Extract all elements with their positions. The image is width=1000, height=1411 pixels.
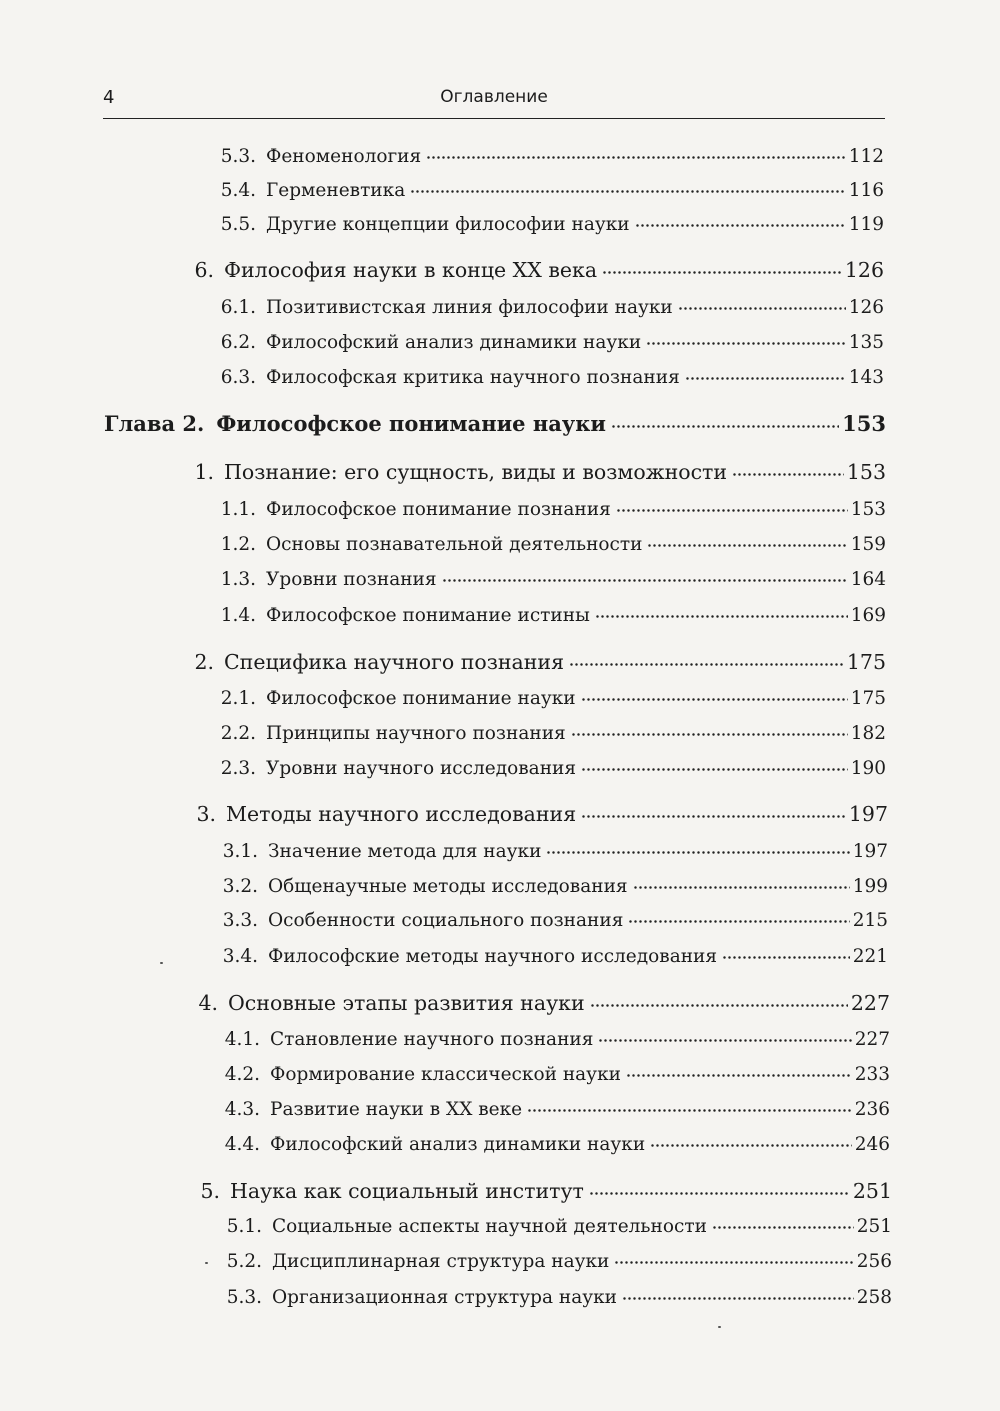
dot-leader bbox=[614, 1249, 853, 1268]
toc-entry-number: 4.3. bbox=[224, 1098, 260, 1120]
toc-entry-number: 5.3. bbox=[220, 145, 256, 167]
toc-entry-page: 227 bbox=[850, 990, 890, 1015]
toc-entry-title: Основы познавательной деятельности bbox=[266, 533, 643, 555]
toc-section-entry[interactable] bbox=[174, 648, 886, 674]
toc-entry-number: 1.4. bbox=[220, 604, 256, 626]
toc-entry-title: Особенности социального познания bbox=[268, 909, 624, 931]
dot-leader bbox=[732, 459, 844, 480]
toc-subsection-entry[interactable] bbox=[212, 1284, 892, 1308]
toc-entry-title: Развитие науки в XX веке bbox=[270, 1098, 523, 1120]
toc-entry-number: 1.1. bbox=[220, 498, 256, 520]
toc-subsection-entry[interactable] bbox=[206, 602, 886, 626]
toc-entry-page: 221 bbox=[852, 945, 888, 967]
dot-leader bbox=[426, 144, 846, 163]
toc-entry-page: 246 bbox=[854, 1133, 890, 1155]
toc-section-entry[interactable] bbox=[174, 458, 886, 484]
running-header bbox=[103, 84, 885, 119]
toc-entry-number: 3.3. bbox=[222, 909, 258, 931]
toc-entry-number: 4. bbox=[198, 990, 218, 1015]
toc-entry-page: 175 bbox=[846, 649, 886, 674]
toc-entry-number: 2.2. bbox=[220, 722, 256, 744]
toc-entry-page: 190 bbox=[850, 757, 886, 779]
print-speck bbox=[160, 962, 163, 964]
toc-entry-page: 135 bbox=[848, 331, 884, 353]
toc-entry-title: Наука как социальный институт bbox=[230, 1178, 584, 1203]
toc-entry-page: 236 bbox=[854, 1098, 890, 1120]
toc-entry-page: 116 bbox=[848, 179, 884, 201]
toc-entry-page: 256 bbox=[856, 1250, 892, 1272]
toc-entry-page: 233 bbox=[854, 1063, 890, 1085]
toc-entry-page: 258 bbox=[856, 1286, 892, 1308]
toc-entry-number: 5.2. bbox=[226, 1250, 262, 1272]
dot-leader bbox=[571, 721, 848, 740]
toc-entry-page: 164 bbox=[850, 568, 886, 590]
toc-subsection-entry[interactable] bbox=[210, 1026, 890, 1050]
toc-entry-title: Философская критика научного познания bbox=[266, 366, 680, 388]
dot-leader bbox=[611, 411, 839, 432]
toc-subsection-entry[interactable] bbox=[206, 755, 886, 779]
toc-subsection-entry[interactable] bbox=[206, 685, 886, 709]
dot-leader bbox=[635, 212, 846, 231]
toc-entry-title: Основные этапы развития науки bbox=[228, 990, 585, 1015]
toc-entry-page: 175 bbox=[850, 687, 886, 709]
toc-entry-title: Формирование классической науки bbox=[270, 1063, 621, 1085]
toc-entry-title: Социальные аспекты научной деятельности bbox=[272, 1215, 707, 1237]
toc-entry-number: 1.2. bbox=[220, 533, 256, 555]
dot-leader bbox=[678, 295, 846, 314]
toc-entry-title: Познание: его сущность, виды и возможности bbox=[224, 459, 728, 484]
dot-leader bbox=[581, 756, 848, 775]
dot-leader bbox=[410, 178, 845, 197]
toc-entry-number: 6.2. bbox=[220, 331, 256, 353]
toc-entry-title: Организационная структура науки bbox=[272, 1286, 618, 1308]
toc-entry-number: 1. bbox=[194, 459, 214, 484]
toc-entry-number: 2.3. bbox=[220, 757, 256, 779]
toc-subsection-entry[interactable] bbox=[206, 566, 886, 590]
toc-entry-number: 2. bbox=[194, 649, 214, 674]
toc-entry-page: 199 bbox=[852, 875, 888, 897]
toc-entry-number: 5. bbox=[200, 1178, 220, 1203]
toc-section-entry[interactable] bbox=[176, 800, 888, 826]
toc-subsection-entry[interactable] bbox=[206, 177, 884, 201]
toc-subsection-entry[interactable] bbox=[210, 1131, 890, 1155]
toc-subsection-entry[interactable] bbox=[206, 531, 886, 555]
toc-entry-title: Философское понимание науки bbox=[266, 687, 576, 709]
running-title: Оглавление bbox=[440, 87, 548, 107]
dot-leader bbox=[590, 990, 848, 1011]
dot-leader bbox=[589, 1178, 850, 1199]
toc-entry-page: 153 bbox=[846, 459, 886, 484]
toc-entry-title: Другие концепции философии науки bbox=[266, 213, 630, 235]
toc-entry-title: Уровни научного исследования bbox=[266, 757, 577, 779]
toc-entry-number: 3. bbox=[196, 801, 216, 826]
dot-leader bbox=[622, 1285, 854, 1304]
toc-entry-number: 3.4. bbox=[222, 945, 258, 967]
toc-section-entry[interactable] bbox=[174, 256, 884, 282]
dot-leader bbox=[595, 603, 848, 622]
page-number: 4 bbox=[103, 87, 115, 108]
toc-entry-number: 5.5. bbox=[220, 213, 256, 235]
dot-leader bbox=[581, 686, 848, 705]
dot-leader bbox=[626, 1062, 852, 1081]
dot-leader bbox=[685, 365, 846, 384]
toc-subsection-entry[interactable] bbox=[212, 1213, 892, 1237]
toc-entry-page: 126 bbox=[848, 296, 884, 318]
toc-subsection-entry[interactable] bbox=[212, 1248, 892, 1272]
toc-entry-title: Методы научного исследования bbox=[226, 801, 577, 826]
toc-entry-page: 227 bbox=[854, 1028, 890, 1050]
toc-entry-number: 2.1. bbox=[220, 687, 256, 709]
toc-subsection-entry[interactable] bbox=[210, 1096, 890, 1120]
toc-subsection-entry[interactable] bbox=[206, 496, 886, 520]
toc-entry-title: Уровни познания bbox=[266, 568, 437, 590]
toc-subsection-entry[interactable] bbox=[206, 329, 884, 353]
toc-subsection-entry[interactable] bbox=[206, 211, 884, 235]
dot-leader bbox=[546, 839, 849, 858]
toc-subsection-entry[interactable] bbox=[208, 907, 888, 931]
toc-entry-page: 182 bbox=[850, 722, 886, 744]
toc-entry-title: Дисциплинарная структура науки bbox=[272, 1250, 610, 1272]
toc-entry-title: Философия науки в конце XX века bbox=[224, 257, 598, 282]
dot-leader bbox=[527, 1097, 852, 1116]
toc-entry-page: 169 bbox=[850, 604, 886, 626]
toc-entry-title: Философские методы научного исследования bbox=[268, 945, 718, 967]
toc-subsection-entry[interactable] bbox=[206, 720, 886, 744]
toc-entry-number: Глава 2. bbox=[104, 411, 205, 436]
dot-leader bbox=[442, 567, 848, 586]
toc-subsection-entry[interactable] bbox=[206, 364, 884, 388]
dot-leader bbox=[712, 1214, 854, 1233]
toc-entry-title: Философский анализ динамики науки bbox=[270, 1133, 646, 1155]
toc-entry-number: 6.1. bbox=[220, 296, 256, 318]
dot-leader bbox=[650, 1132, 852, 1151]
dot-leader bbox=[646, 330, 846, 349]
dot-leader bbox=[633, 874, 850, 893]
toc-entry-title: Позитивистская линия философии науки bbox=[266, 296, 673, 318]
toc-entry-number: 4.4. bbox=[224, 1133, 260, 1155]
toc-entry-number: 3.1. bbox=[222, 840, 258, 862]
toc-entry-title: Философский анализ динамики науки bbox=[266, 331, 642, 353]
toc-subsection-entry[interactable] bbox=[208, 838, 888, 862]
toc-chapter-entry[interactable] bbox=[104, 410, 886, 436]
dot-leader bbox=[616, 497, 848, 516]
toc-entry-number: 6.3. bbox=[220, 366, 256, 388]
toc-section-entry[interactable] bbox=[178, 989, 890, 1015]
toc-entry-page: 126 bbox=[844, 257, 884, 282]
toc-entry-number: 4.2. bbox=[224, 1063, 260, 1085]
toc-section-entry[interactable] bbox=[180, 1177, 892, 1203]
toc-subsection-entry[interactable] bbox=[210, 1061, 890, 1085]
toc-entry-number: 6. bbox=[194, 257, 214, 282]
toc-entry-number: 1.3. bbox=[220, 568, 256, 590]
toc-subsection-entry[interactable] bbox=[208, 943, 888, 967]
toc-entry-page: 197 bbox=[848, 801, 888, 826]
toc-entry-page: 251 bbox=[856, 1215, 892, 1237]
toc-entry-page: 251 bbox=[852, 1178, 892, 1203]
toc-entry-title: Значение метода для науки bbox=[268, 840, 542, 862]
toc-entry-title: Специфика научного познания bbox=[224, 649, 565, 674]
toc-entry-page: 153 bbox=[850, 498, 886, 520]
toc-entry-page: 215 bbox=[852, 909, 888, 931]
toc-entry-title: Феноменология bbox=[266, 145, 422, 167]
toc-subsection-entry[interactable] bbox=[208, 873, 888, 897]
dot-leader bbox=[647, 532, 847, 551]
toc-entry-number: 5.4. bbox=[220, 179, 256, 201]
toc-entry-number: 4.1. bbox=[224, 1028, 260, 1050]
toc-entry-page: 159 bbox=[850, 533, 886, 555]
dot-leader bbox=[722, 944, 850, 963]
toc-entry-title: Философское понимание познания bbox=[266, 498, 611, 520]
toc-entry-title: Философское понимание истины bbox=[266, 604, 590, 626]
toc-subsection-entry[interactable] bbox=[206, 143, 884, 167]
toc-entry-page: 112 bbox=[848, 145, 884, 167]
dot-leader bbox=[598, 1027, 851, 1046]
toc-entry-number: 5.1. bbox=[226, 1215, 262, 1237]
toc-entry-number: 5.3. bbox=[226, 1286, 262, 1308]
toc-entry-title: Философское понимание науки bbox=[216, 411, 606, 436]
toc-entry-page: 143 bbox=[848, 366, 884, 388]
toc-entry-page: 119 bbox=[848, 213, 884, 235]
dot-leader bbox=[581, 801, 846, 822]
toc-entry-page: 153 bbox=[842, 411, 886, 436]
toc-entry-title: Герменевтика bbox=[266, 179, 406, 201]
print-speck bbox=[718, 1326, 721, 1328]
dot-leader bbox=[569, 649, 844, 670]
toc-entry-title: Принципы научного познания bbox=[266, 722, 566, 744]
dot-leader bbox=[602, 257, 842, 278]
toc-entry-title: Общенаучные методы исследования bbox=[268, 875, 628, 897]
print-speck bbox=[205, 1262, 208, 1264]
dot-leader bbox=[628, 908, 849, 927]
toc-subsection-entry[interactable] bbox=[206, 294, 884, 318]
toc-entry-title: Становление научного познания bbox=[270, 1028, 594, 1050]
toc-entry-page: 197 bbox=[852, 840, 888, 862]
toc-entry-number: 3.2. bbox=[222, 875, 258, 897]
